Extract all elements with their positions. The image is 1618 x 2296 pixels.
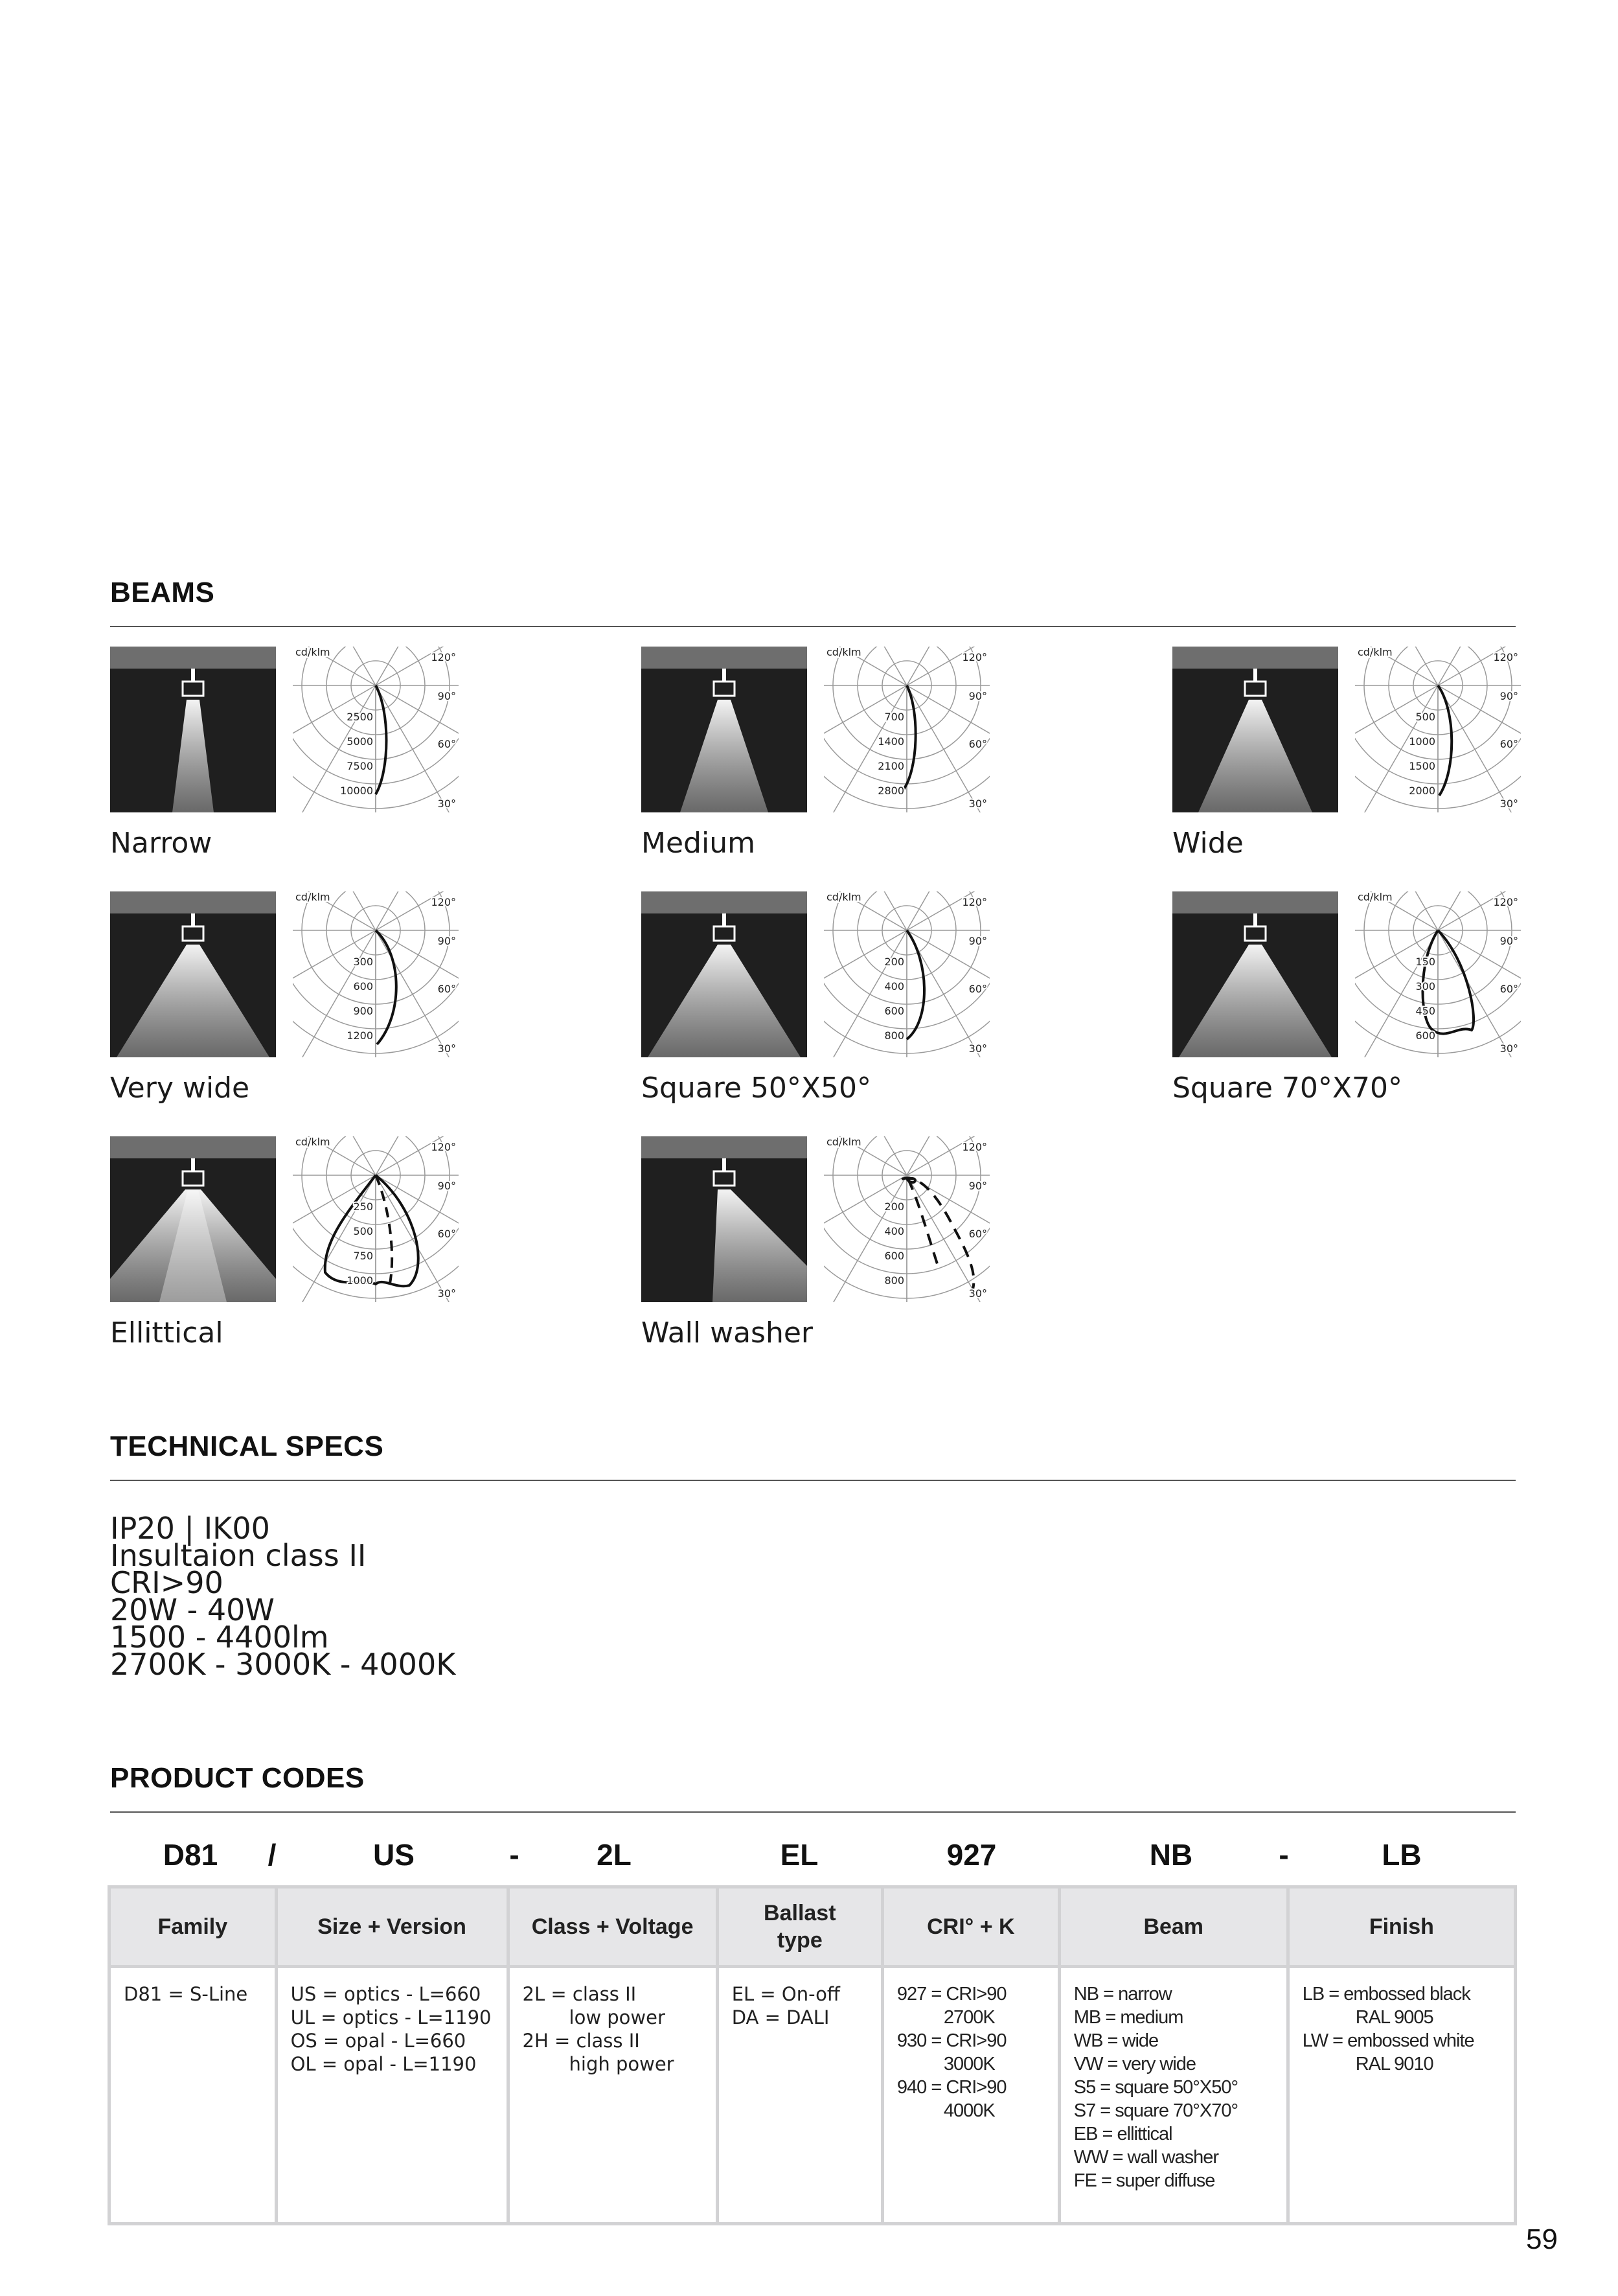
cell-finish: LB = embossed black RAL 9005 LW = embossed white RAL 9010 [1288, 1967, 1515, 2224]
polar-diagram [824, 1136, 990, 1302]
angle-label: 60° [968, 1228, 987, 1240]
light-cone [117, 945, 269, 1057]
angle-label: 30° [968, 798, 987, 810]
cell-class-voltage: 2L = class II low power 2H = class II high power [508, 1967, 717, 2224]
scale-label: 10000 [340, 785, 373, 797]
beams-heading: BEAMS [110, 577, 215, 608]
header-beam: Beam [1059, 1887, 1288, 1967]
intensity-curve [1438, 685, 1452, 796]
table-header-row [109, 1887, 1516, 1967]
fixture-icon [1245, 682, 1266, 696]
code-family: D81 [163, 1838, 218, 1872]
spec-power: 20W - 40W [110, 1592, 275, 1627]
beam-thumbnail [1172, 647, 1338, 812]
angle-label: 30° [968, 1287, 987, 1300]
code-ballast: EL [780, 1838, 819, 1872]
intensity-curve [907, 930, 924, 1039]
angle-label: 120° [1493, 896, 1518, 908]
light-cone [648, 945, 801, 1057]
scale-label: 250 [353, 1200, 373, 1213]
scale-label: 300 [353, 956, 373, 968]
scale-label: 1000 [347, 1274, 373, 1287]
code-beam: NB [1149, 1838, 1193, 1872]
scale-label: 800 [884, 1274, 904, 1287]
cell-size-version: US = optics - L=660 UL = optics - L=1190 OS = opal - L=660 OL = opal - L=1190 [276, 1967, 508, 2224]
polar-diagram [1355, 647, 1521, 812]
scale-label: 700 [884, 711, 904, 723]
spec-lumen: 1500 - 4400lm [110, 1620, 329, 1655]
fixture-icon [183, 926, 203, 941]
cell-beam: NB = narrow MB = medium WB = wide VW = very wide S5 = square 50°X50° S7 = square 70°X70° EB = ellittical WW = wall washer FE = super diffuse [1059, 1967, 1288, 2224]
beam-thumbnail [110, 891, 276, 1057]
polar-diagram [293, 891, 459, 1057]
scale-label: 400 [884, 980, 904, 993]
codes-heading: PRODUCT CODES [110, 1762, 365, 1794]
table-row [109, 1967, 1516, 2224]
scale-label: 1000 [1409, 735, 1435, 748]
beam-label: Medium [641, 827, 755, 860]
code-dash-2: - [1279, 1838, 1289, 1872]
beam-thumbnail [110, 647, 276, 812]
angle-label: 30° [437, 1042, 456, 1055]
beam-narrow [110, 647, 460, 867]
spec-insulation: Insultaion class II [110, 1538, 367, 1573]
light-cone [1198, 700, 1312, 812]
angle-label: 30° [968, 1042, 987, 1055]
spec-cct: 2700K - 3000K - 4000K [110, 1647, 456, 1682]
polar-unit-label: cd/klm [826, 891, 861, 903]
specs-rule [110, 1480, 1516, 1481]
angle-label: 30° [1499, 1042, 1518, 1055]
polar-unit-label: cd/klm [1358, 647, 1393, 658]
scale-label: 1400 [878, 735, 904, 748]
beam-thumbnail [641, 1136, 807, 1302]
scale-label: 150 [1415, 956, 1435, 968]
angle-label: 90° [968, 1180, 987, 1192]
cell-family: D81 = S-Line [109, 1967, 277, 2224]
beam-label: Square 50°X50° [641, 1072, 872, 1105]
scale-label: 450 [1415, 1005, 1435, 1017]
angle-label: 120° [431, 651, 456, 663]
angle-label: 90° [968, 690, 987, 702]
angle-label: 60° [968, 738, 987, 750]
light-cone [712, 1189, 807, 1302]
specs-heading: TECHNICAL SPECS [110, 1430, 384, 1462]
angle-label: 60° [437, 983, 456, 995]
scale-label: 500 [353, 1225, 373, 1237]
scale-label: 800 [884, 1029, 904, 1042]
scale-label: 500 [1415, 711, 1435, 723]
scale-label: 5000 [347, 735, 373, 748]
angle-label: 90° [437, 690, 456, 702]
beam-thumbnail [1172, 891, 1338, 1057]
angle-label: 120° [431, 1141, 456, 1153]
scale-label: 2100 [878, 760, 904, 772]
angle-label: 90° [437, 935, 456, 947]
code-class: 2L [597, 1838, 632, 1872]
angle-label: 60° [968, 983, 987, 995]
spec-cri: CRI>90 [110, 1565, 223, 1600]
scale-label: 2800 [878, 785, 904, 797]
scale-label: 600 [884, 1250, 904, 1262]
angle-label: 60° [437, 738, 456, 750]
scale-label: 200 [884, 1200, 904, 1213]
angle-label: 30° [1499, 798, 1518, 810]
fixture-icon [183, 1171, 203, 1186]
beam-label: Ellittical [110, 1316, 223, 1349]
header-size-version: Size + Version [276, 1887, 508, 1967]
header-class-voltage: Class + Voltage [508, 1887, 717, 1967]
header-family: Family [109, 1887, 277, 1967]
fixture-icon [183, 682, 203, 696]
fixture-icon [714, 682, 735, 696]
intensity-curve [903, 685, 916, 790]
beam-label: Very wide [110, 1072, 250, 1105]
polar-unit-label: cd/klm [826, 1136, 861, 1148]
polar-diagram [1355, 891, 1521, 1057]
angle-label: 120° [962, 896, 987, 908]
cell-cri: 927 = CRI>90 2700K 930 = CRI>90 3000K 940 = CRI>90 4000K [882, 1967, 1059, 2224]
specs-list [110, 1511, 456, 1682]
spec-ip: IP20 | IK00 [110, 1511, 270, 1546]
scale-label: 2000 [1409, 785, 1435, 797]
angle-label: 60° [1499, 983, 1518, 995]
polar-unit-label: cd/klm [1358, 891, 1393, 903]
beam-label: Wide [1172, 827, 1244, 860]
beam-thumbnail [641, 891, 807, 1057]
angle-label: 120° [1493, 651, 1518, 663]
beams-rule [110, 626, 1516, 627]
fixture-icon [1245, 926, 1266, 941]
scale-label: 7500 [347, 760, 373, 772]
beam-wall-washer [641, 1136, 991, 1357]
header-cri-k: CRI° + K [882, 1887, 1059, 1967]
light-cone [680, 700, 768, 812]
page-number: 59 [1526, 2223, 1558, 2255]
beam-ellittical [110, 1136, 460, 1357]
codes-rule [110, 1811, 1516, 1813]
angle-label: 120° [962, 1141, 987, 1153]
beam-wide [1172, 647, 1522, 867]
code-slash: / [268, 1838, 277, 1872]
scale-label: 200 [884, 956, 904, 968]
product-code-example [0, 1837, 1618, 1876]
beam-square-50-x50 [641, 891, 991, 1112]
cell-ballast: EL = On-off DA = DALI [717, 1967, 882, 2224]
angle-label: 90° [968, 935, 987, 947]
light-cone [1179, 945, 1332, 1057]
angle-label: 90° [437, 1180, 456, 1192]
polar-diagram [293, 647, 459, 812]
light-cone [172, 700, 214, 812]
code-dash-1: - [509, 1838, 519, 1872]
beam-thumbnail [110, 1136, 276, 1302]
angle-label: 30° [437, 1287, 456, 1300]
beam-square-70-x70 [1172, 891, 1522, 1112]
polar-diagram [824, 647, 990, 812]
polar-unit-label: cd/klm [295, 1136, 330, 1148]
beam-medium [641, 647, 991, 867]
angle-label: 120° [431, 896, 456, 908]
fixture-icon [714, 1171, 735, 1186]
angle-label: 90° [1499, 690, 1518, 702]
scale-label: 2500 [347, 711, 373, 723]
scale-label: 900 [353, 1005, 373, 1017]
polar-diagram [824, 891, 990, 1057]
scale-label: 600 [1415, 1029, 1435, 1042]
code-finish: LB [1382, 1838, 1422, 1872]
angle-label: 90° [1499, 935, 1518, 947]
product-codes-table [108, 1885, 1517, 2225]
polar-unit-label: cd/klm [295, 891, 330, 903]
code-cri: 927 [946, 1838, 997, 1872]
header-ballast-type: Ballast type [717, 1887, 882, 1967]
beam-label: Narrow [110, 827, 212, 860]
fixture-icon [714, 926, 735, 941]
beam-label: Wall washer [641, 1316, 814, 1349]
scale-label: 1500 [1409, 760, 1435, 772]
angle-label: 120° [962, 651, 987, 663]
code-size: US [373, 1838, 415, 1872]
scale-label: 1200 [347, 1029, 373, 1042]
angle-label: 30° [437, 798, 456, 810]
scale-label: 600 [353, 980, 373, 993]
beam-very-wide [110, 891, 460, 1112]
angle-label: 60° [1499, 738, 1518, 750]
scale-label: 300 [1415, 980, 1435, 993]
beam-label: Square 70°X70° [1172, 1072, 1403, 1105]
polar-diagram [293, 1136, 459, 1302]
polar-unit-label: cd/klm [826, 647, 861, 658]
scale-label: 400 [884, 1225, 904, 1237]
header-finish: Finish [1288, 1887, 1515, 1967]
beam-thumbnail [641, 647, 807, 812]
angle-label: 60° [437, 1228, 456, 1240]
scale-label: 600 [884, 1005, 904, 1017]
scale-label: 750 [353, 1250, 373, 1262]
polar-unit-label: cd/klm [295, 647, 330, 658]
